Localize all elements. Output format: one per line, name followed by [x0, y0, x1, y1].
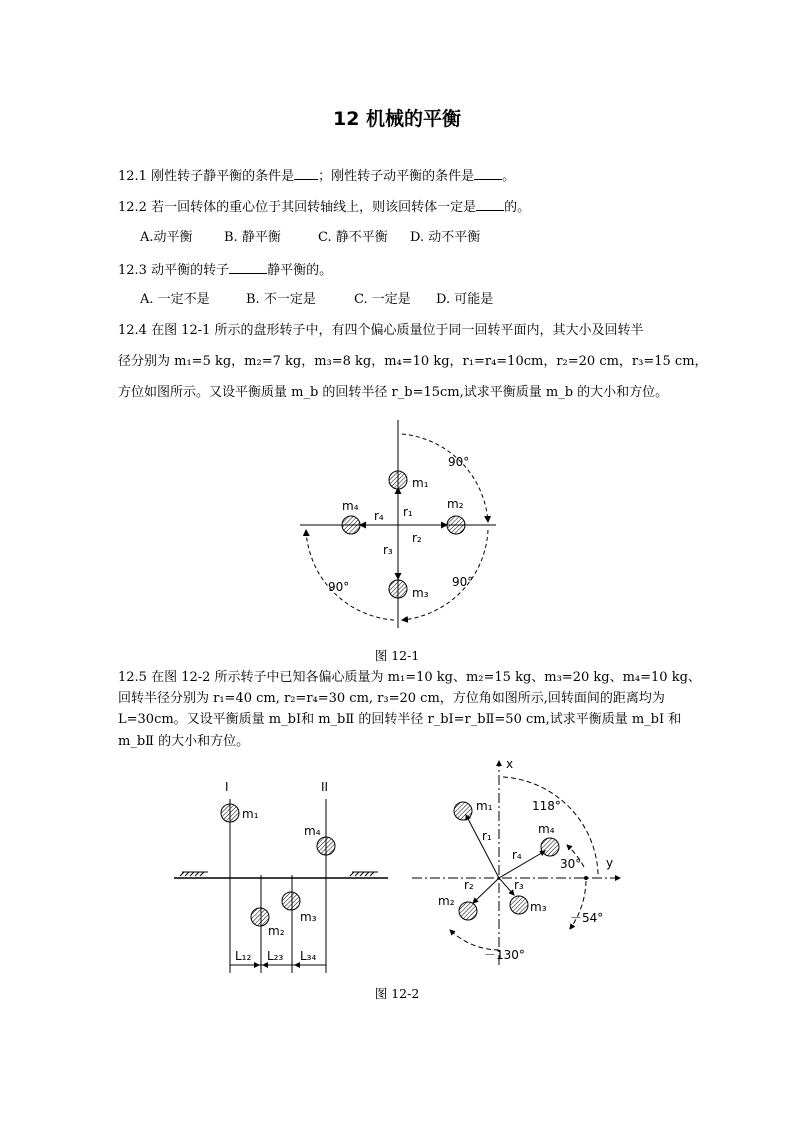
- q1-text-part2: ；刚性转子动平衡的条件是: [318, 169, 475, 184]
- fig2-label-plane-II: II: [321, 780, 329, 794]
- fig2-right-label-m2: m₂: [438, 894, 455, 908]
- q3-blank: [229, 260, 267, 274]
- fig1-label-r2: r₂: [412, 531, 422, 545]
- fig2-right-label-r1: r₁: [482, 829, 492, 843]
- fig1-mass-m1: [389, 471, 407, 489]
- fig1-mass-m2: [447, 516, 465, 534]
- fig2-right-label-r4: r₄: [512, 848, 522, 862]
- q2-blank: [476, 197, 504, 211]
- fig2-left-mass-m1: [221, 804, 239, 822]
- fig1-angle-bottom-left: 90°: [328, 580, 350, 594]
- q5-line-3: L=30cm。又设平衡质量 m_bⅠ和 m_bⅡ 的回转半径 r_bⅠ=r_bⅡ=50 cm,试求平衡质量 m_bⅠ 和: [118, 712, 682, 727]
- fig2-right-mass-m1: [454, 802, 472, 820]
- question-12-2: [118, 197, 530, 217]
- q1-text-part3: 。: [502, 169, 516, 184]
- fig2-left-label-m4: m₄: [304, 824, 321, 838]
- q3-text-part1: 12.3 动平衡的转子: [118, 263, 230, 278]
- q4-line-3: 方位如图所示。又设平衡质量 m_b 的回转半径 r_b=15cm,试求平衡质量 m_b 的大小和方位。: [118, 385, 669, 400]
- q3-option-d: D. 可能是: [436, 292, 494, 307]
- fig2-right-label-m3: m₃: [530, 900, 547, 914]
- fig2-caption: 图 12-2: [374, 986, 420, 1001]
- fig2-label-L12: L₁₂: [235, 949, 252, 963]
- fig2-left-mass-m2: [251, 908, 269, 926]
- figure-12-2-side-view: [170, 775, 392, 975]
- page-title: 12 机械的平衡: [332, 108, 462, 130]
- figure-12-1: [290, 418, 502, 633]
- fig2-right-mass-m4: [541, 838, 559, 856]
- q4-line-1: 12.4 在图 12-1 所示的盘形转子中，有四个偏心质量位于同一回转平面内，其大小及回转半: [118, 323, 644, 338]
- fig2-left-label-m1: m₁: [242, 807, 259, 821]
- fig1-mass-m3: [389, 580, 407, 598]
- q1-blank-1: [294, 166, 318, 180]
- q3-text-part2: 静平衡的。: [267, 263, 333, 278]
- fig1-angle-top: 90°: [448, 455, 470, 469]
- q1-text-part1: 12.1 刚性转子静平衡的条件是: [118, 169, 295, 184]
- q5-line-1: 12.5 在图 12-2 所示转子中已知各偏心质量为 m₁=10 kg、m₂=15 kg、m₃=20 kg、m₄=10 kg、: [118, 670, 701, 685]
- q3-option-b: B. 不一定是: [246, 292, 316, 307]
- fig1-label-m4: m₄: [342, 499, 359, 513]
- fig1-label-m1: m₁: [412, 476, 429, 490]
- q2-option-b: B. 静平衡: [224, 230, 281, 245]
- fig2-right-mass-m2: [459, 902, 477, 920]
- q4-line-2: 径分别为 m₁=5 kg，m₂=7 kg，m₃=8 kg，m₄=10 kg，r₁=r₄=10cm，r₂=20 cm，r₃=15 cm，: [118, 354, 708, 369]
- q2-option-a: A.动平衡: [140, 230, 193, 245]
- q2-option-d: D. 动不平衡: [410, 230, 481, 245]
- q2-text-part1: 12.2 若一回转体的重心位于其回转轴线上，则该回转体一定是: [118, 200, 477, 215]
- fig1-mass-m4: [342, 516, 360, 534]
- fig2-label-y: y: [606, 856, 614, 870]
- fig1-label-m2: m₂: [447, 497, 464, 511]
- fig1-label-r4: r₄: [374, 509, 384, 523]
- fig2-left-label-m3: m₃: [300, 910, 317, 924]
- fig2-label-x: x: [506, 757, 514, 771]
- fig1-arc-bottom-left: [306, 530, 394, 620]
- fig1-angle-bottom-right: 90°: [452, 575, 474, 589]
- fig2-left-mass-m4: [317, 837, 335, 855]
- fig2-right-label-m4: m₄: [538, 822, 555, 836]
- fig2-label-L23: L₂₃: [267, 949, 284, 963]
- q2-text-part2: 的。: [504, 200, 531, 215]
- fig2-right-label-m1: m₁: [476, 799, 493, 813]
- fig2-angle-118: 118°: [532, 799, 561, 813]
- q2-option-c: C. 静不平衡: [318, 230, 388, 245]
- q5-line-4: m_bⅡ 的大小和方位。: [118, 734, 250, 749]
- fig1-label-r1: r₁: [403, 505, 413, 519]
- fig1-label-r3: r₃: [383, 543, 393, 557]
- fig2-label-plane-I: I: [225, 780, 229, 794]
- q3-option-c: C. 一定是: [354, 292, 411, 307]
- fig2-left-label-m2: m₂: [268, 924, 285, 938]
- fig2-angle-neg54: －54°: [570, 911, 604, 925]
- fig2-right-label-r2: r₂: [464, 878, 474, 892]
- fig1-label-m3: m₃: [412, 586, 429, 600]
- figure-12-2-end-view: [410, 755, 625, 970]
- q3-option-a: A. 一定不是: [140, 292, 210, 307]
- fig2-left-mass-m3: [282, 892, 300, 910]
- fig2-angle-30: 30°: [560, 857, 582, 871]
- fig2-arc-130: [450, 930, 499, 950]
- fig2-angle-neg130: －130°: [484, 948, 525, 962]
- q1-blank-2: [474, 166, 502, 180]
- question-12-1: [118, 166, 515, 186]
- fig1-caption: 图 12-1: [374, 648, 420, 663]
- fig2-label-L34: L₃₄: [300, 949, 317, 963]
- question-12-3: [118, 260, 332, 280]
- fig2-right-label-r3: r₃: [514, 878, 524, 892]
- fig2-right-mass-m3: [510, 896, 528, 914]
- q5-line-2: 回转半径分别为 r₁=40 cm, r₂=r₄=30 cm, r₃=20 cm，方位角如图所示,回转面间的距离均为: [118, 691, 665, 706]
